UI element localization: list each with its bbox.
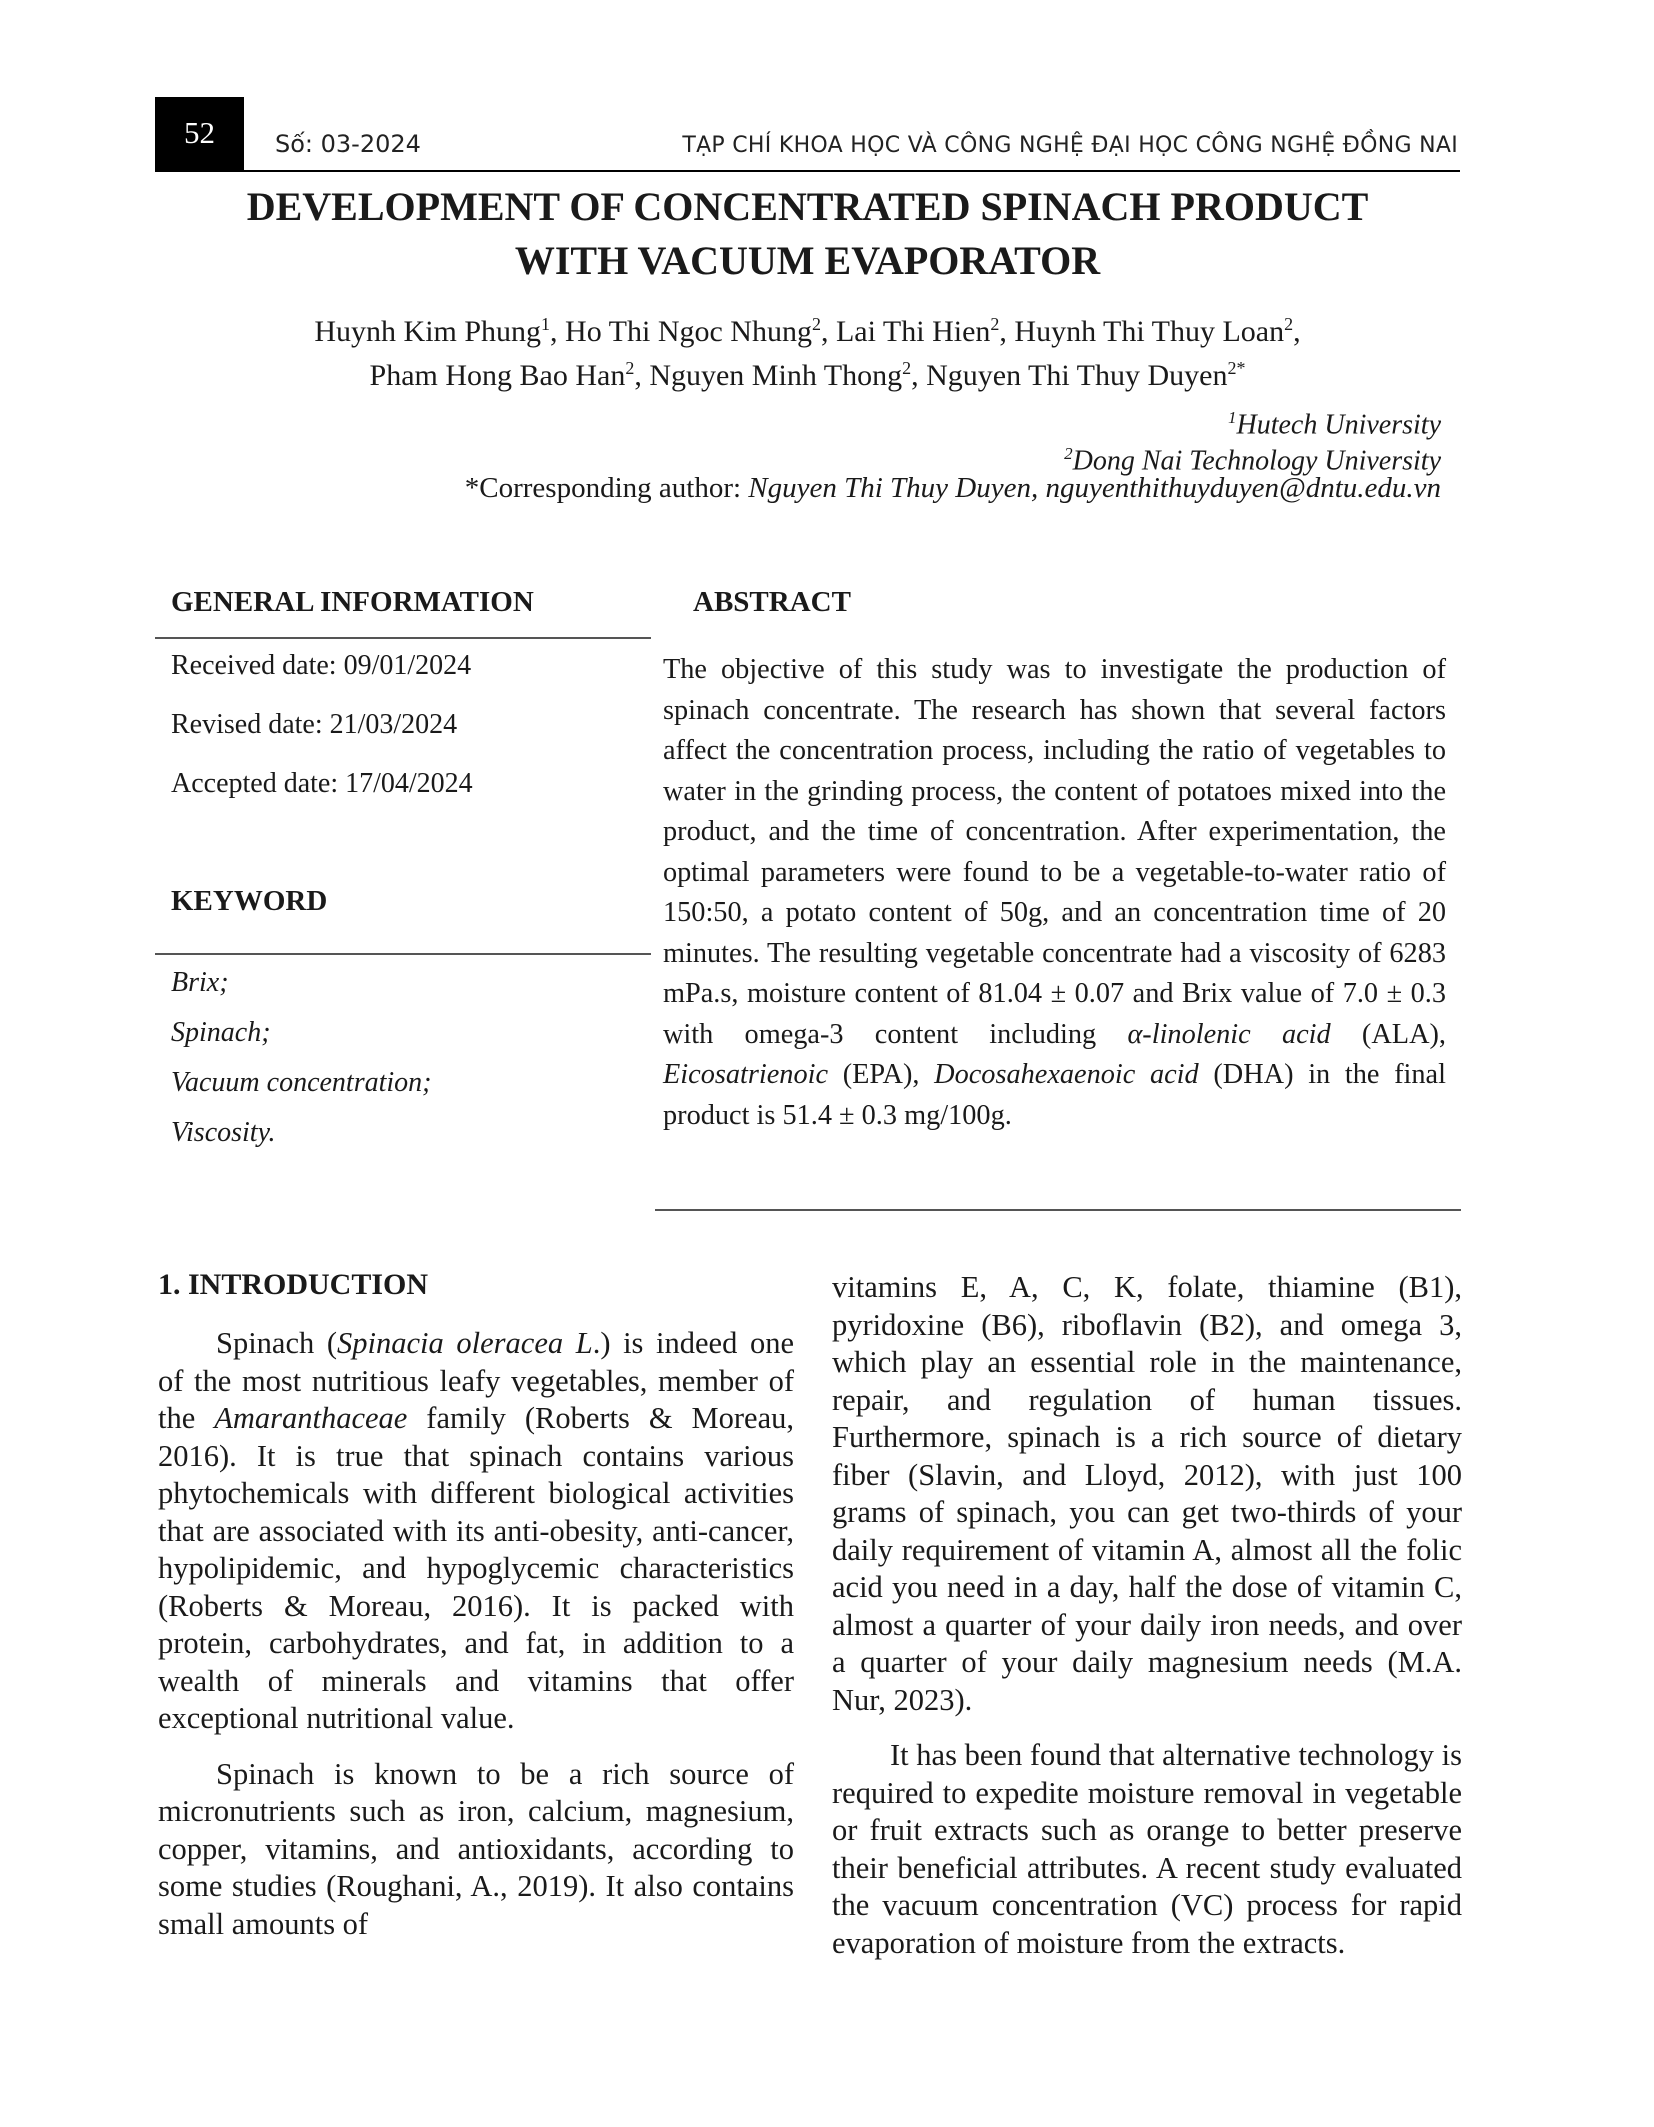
author-sep: , [999, 315, 1015, 348]
header-rule [155, 170, 1460, 172]
p1-family: Amaranthaceae [214, 1401, 408, 1435]
abstract-rule [655, 1209, 1461, 1211]
issue-number: Số: 03-2024 [275, 130, 421, 158]
p1-b: .) is indeed one of the most nutritious leafy vegetables, member of the [158, 1326, 794, 1435]
author-name: Lai Thi Hien [835, 315, 991, 348]
author-affil-sup: 2* [1227, 358, 1246, 378]
revised-date: Revised date: 21/03/2024 [171, 709, 458, 740]
author-sep: , [911, 359, 927, 392]
abstract-heading: ABSTRACT [693, 586, 851, 618]
keyword-item: Vacuum concentration; [171, 1067, 432, 1098]
author-name: Pham Hong Bao Han [369, 359, 626, 392]
intro-paragraph-3: vitamins E, A, C, K, folate, thiamine (B1), pyridoxine (B6), riboflavin (B2), and omega 3, which play an essential role in the maintenance, repair, and regulation of human tissues. Furthermore, spinach is a rich source of dietary fiber (Slavin, and Lloyd, 2012), with just 100 grams of spinach, you can get two-thirds of your daily requirement of vitamin A, almost all the folic acid you need in a day, half the dose of vitamin C, almost a quarter of your daily iron needs, and over a quarter of your daily magnesium needs (M.A. Nur, 2023). [832, 1270, 1462, 1717]
author-affil-sup: 2 [625, 358, 635, 378]
author-name: Nguyen Minh Thong [649, 359, 903, 392]
abstract-dha: Docosahexaenoic acid [934, 1059, 1199, 1090]
body-column-left [158, 1325, 794, 1943]
affil-sup: 2 [1064, 444, 1073, 463]
author-affil-sup: 2 [990, 314, 1000, 334]
abstract-text-d: (DHA) in the final product is 51.4 ± 0.3 mg/100g. [663, 1059, 1446, 1131]
intro-paragraph-2: Spinach is known to be a rich source of micronutrients such as iron, calcium, magnesium, copper, vitamins, and antioxidants, according to some studies (Roughani, A., 2019). It also contains small amounts of [158, 1756, 794, 1941]
paper-title [155, 180, 1460, 288]
journal-name: TẠP CHÍ KHOA HỌC VÀ CÔNG NGHỆ ĐẠI HỌC CÔNG NGHỆ ĐỒNG NAI [682, 133, 1458, 158]
author-name: Ho Thi Ngoc Nhung [565, 315, 812, 348]
corresponding-author [465, 472, 1441, 505]
author-sep: , [1293, 315, 1301, 348]
abstract-text [663, 650, 1446, 1136]
corresponding-label: *Corresponding author: [464, 472, 749, 504]
author-sep: , [550, 315, 566, 348]
p1-a: Spinach ( [216, 1326, 338, 1360]
author-name: Huynh Thi Thuy Loan [1014, 315, 1285, 348]
author-line-2 [155, 350, 1460, 394]
intro-paragraph-4: It has been found that alternative technology is required to expedite moisture removal in vegetable or fruit extracts such as orange to better preserve their beneficial attributes. A recent study evaluated the vacuum concentration (VC) process for rapid evaporation of moisture from the extracts. [832, 1738, 1462, 1960]
affil-name: Hutech University [1236, 409, 1441, 441]
affil-sup: 1 [1228, 408, 1237, 427]
keyword-heading: KEYWORD [171, 885, 328, 917]
keyword-item: Spinach; [171, 1017, 271, 1048]
abstract-epa: Eicosatrienoic [663, 1059, 829, 1090]
author-list [155, 306, 1460, 394]
general-info-heading: GENERAL INFORMATION [171, 586, 534, 618]
intro-paragraph-1 [158, 1325, 794, 1738]
corresponding-value: Nguyen Thi Thuy Duyen, nguyenthithuyduyen@dntu.edu.vn [748, 472, 1441, 504]
p1-species: Spinacia oleracea L [337, 1326, 593, 1360]
author-sep: , [634, 359, 650, 392]
body-column-right [832, 1269, 1462, 1962]
author-name: Huynh Kim Phung [314, 315, 542, 348]
author-affil-sup: 2 [1284, 314, 1294, 334]
author-affil-sup: 1 [541, 314, 551, 334]
accepted-date: Accepted date: 17/04/2024 [171, 768, 473, 799]
abstract-text-a: The objective of this study was to investigate the production of spinach concentrate. The research has shown that several factors affect the concentration process, including the ratio of vegetables to water in the grinding process, the content of potatoes mixed into the product, and the time of concentration. After experimentation, the optimal parameters were found to be a vegetable-to-water ratio of 150:50, a potato content of 50g, and an concentration time of 20 minutes. The resulting vegetable concentrate had a viscosity of 6283 mPa.s, moisture content of 81.04 ± 0.07 and Brix value of 7.0 ± 0.3 with omega-3 content including [663, 654, 1446, 1050]
section-heading-introduction: 1. INTRODUCTION [158, 1268, 429, 1301]
abstract-text-b: (ALA), [1330, 1018, 1446, 1050]
affil-name: Dong Nai Technology University [1072, 445, 1441, 477]
author-name: Nguyen Thi Thuy Duyen [926, 359, 1228, 392]
keyword-item: Brix; [171, 967, 229, 998]
p1-c: family (Roberts & Moreau, 2016). It is true that spinach contains various phytochemicals with different biological activities that are associated with its anti-obesity, anti-cancer, hypolipidemic, and hypoglycemic characteristics (Roberts & Moreau, 2016). It is packed with protein, carbohydrates, and fat, in addition to a wealth of minerals and vitamins that offer exceptional nutritional value. [158, 1401, 794, 1735]
keyword-rule [155, 953, 651, 955]
received-date: Received date: 09/01/2024 [171, 650, 472, 681]
author-sep: , [820, 315, 836, 348]
general-info-rule [155, 637, 651, 639]
page-number: 52 [155, 97, 244, 171]
author-affil-sup: 2 [811, 314, 821, 334]
title-line-2: WITH VACUUM EVAPORATOR [514, 238, 1101, 283]
keyword-item: Viscosity. [171, 1117, 276, 1148]
title-line-1: DEVELOPMENT OF CONCENTRATED SPINACH PRODUCT [246, 184, 1369, 229]
author-line-1 [155, 306, 1460, 350]
author-affil-sup: 2 [902, 358, 912, 378]
abstract-ala: α-linolenic acid [1127, 1018, 1331, 1050]
abstract-text-c: (EPA), [828, 1059, 935, 1090]
